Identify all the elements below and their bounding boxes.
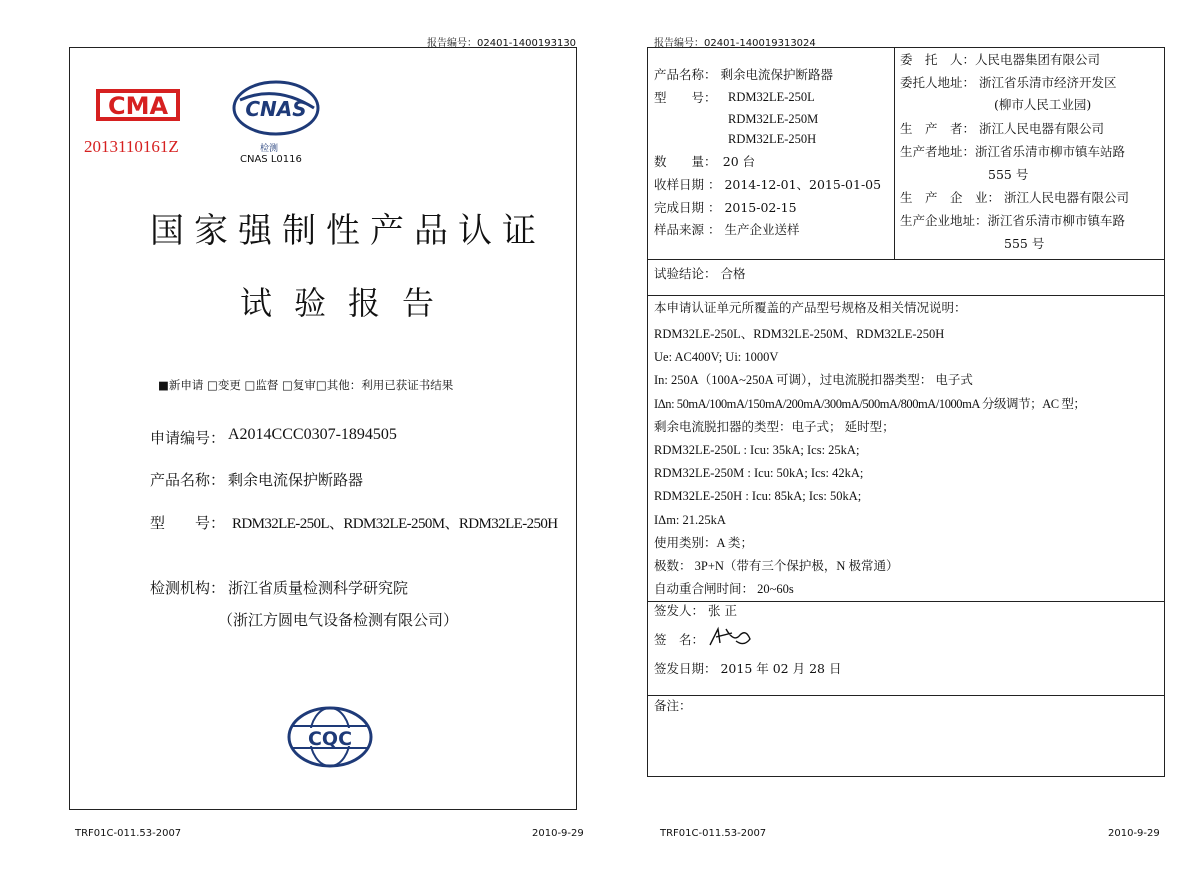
issue-date: 签发日期： 2015 年 02 月 28 日 <box>654 661 842 676</box>
scope-lines <box>654 323 1085 601</box>
scope-line: RDM32LE-250H : Icu: 85kA; Ics: 50kA; <box>654 489 862 504</box>
cover-subtitle: 试验报告 <box>240 284 457 322</box>
right-footer-code: TRF01C-011.53-2007 <box>660 828 767 839</box>
lab-value: 浙江省质量检测科学研究院 <box>228 579 409 597</box>
cma-logo-text: CMA <box>107 92 169 120</box>
test-conclusion: 试验结论： 合格 <box>654 266 746 281</box>
scope-line: RDM32LE-250L : Icu: 35kA; Ics: 25kA; <box>654 443 860 458</box>
scope-line: 自动重合闸时间： 20~60s <box>654 582 794 597</box>
product-name-value: 剩余电流保护断路器 <box>228 471 364 489</box>
model-value: RDM32LE-250L、RDM32LE-250M、RDM32LE-250H <box>232 516 558 532</box>
producer-address-2: 555 号 <box>988 167 1029 182</box>
scope-line: 剩余电流脱扣器的类型：电子式； 延时型； <box>654 419 895 434</box>
cnas-code: CNAS L0116 <box>240 154 302 165</box>
scope-line: RDM32LE-250M : Icu: 50kA; Ics: 42kA; <box>654 466 864 481</box>
application-type-checkboxes: ■新申请 □变更 □监督 □复审□其他：利用已获证书结果 <box>158 378 454 392</box>
producer-address-1: 生产者地址：浙江省乐清市柳市镇车站路 <box>900 144 1126 159</box>
application-number-value: A2014CCC0307-1894505 <box>228 426 397 443</box>
scope-line: 极数： 3P+N（带有三个保护极，N 极常通） <box>654 559 899 574</box>
top-block-divider <box>894 48 895 259</box>
left-report-number: 报告编号：02401-1400193130 <box>427 38 577 49</box>
cqc-logo-text: CQC <box>307 728 353 750</box>
cma-logo <box>96 88 180 122</box>
scope-line: RDM32LE-250L、RDM32LE-250M、RDM32LE-250H <box>654 327 945 341</box>
remarks: 备注： <box>654 698 692 713</box>
scope-line: IΔn: 50mA/100mA/150mA/200mA/300mA/500mA/800mA/1000mA 分级调节；AC 型； <box>654 396 1086 411</box>
signature-label: 签 名： <box>654 632 705 647</box>
cma-number: 2013110161Z <box>84 137 179 156</box>
lab-label: 检测机构： <box>150 579 226 597</box>
cqc-logo <box>286 706 374 768</box>
model-2: RDM32LE-250M <box>728 112 819 126</box>
cover-title: 国家强制性产品认证 <box>150 211 546 251</box>
model-1: RDM32LE-250L <box>728 90 815 104</box>
factory: 生 产 企 业： 浙江人民电器有限公司 <box>900 190 1129 205</box>
model-3: RDM32LE-250H <box>728 132 817 146</box>
client-address-2: (柳市人民工业园) <box>994 97 1092 112</box>
right-footer-date: 2010-9-29 <box>1108 828 1160 839</box>
model-label: 型 号： <box>150 514 226 532</box>
sample-source: 样品来源 ： 生产企业送样 <box>654 222 800 237</box>
report-table <box>647 47 1165 777</box>
producer: 生 产 者： 浙江人民电器有限公司 <box>900 121 1104 136</box>
model-label-right: 型 号： <box>654 90 717 105</box>
scope-title: 本申请认证单元所覆盖的产品型号规格及相关情况说明： <box>654 300 967 315</box>
complete-date: 完成日期 ： 2015-02-15 <box>654 200 797 215</box>
scope-line: In: 250A（100A~250A 可调），过电流脱扣器类型： 电子式 <box>654 373 973 388</box>
left-footer-date: 2010-9-29 <box>532 828 584 839</box>
sample-date: 收样日期 ： 2014-12-01、2015-01-05 <box>654 177 882 192</box>
scope-line: Ue: AC400V; Ui: 1000V <box>654 350 779 365</box>
application-number-label: 申请编号： <box>150 429 226 447</box>
scope-line: 使用类别：A 类； <box>654 535 753 550</box>
scope-line: IΔm: 21.25kA <box>654 512 726 527</box>
client: 委 托 人：人民电器集团有限公司 <box>900 52 1101 67</box>
product-name: 产品名称： 剩余电流保护断路器 <box>654 67 833 82</box>
rule-after-info <box>648 259 1164 260</box>
factory-address-2: 555 号 <box>1004 236 1045 251</box>
handwritten-signature <box>706 625 756 651</box>
factory-address-1: 生产企业地址：浙江省乐清市柳市镇车路 <box>900 213 1126 228</box>
product-name-label: 产品名称： <box>150 471 226 489</box>
rule-after-signature <box>648 695 1164 696</box>
issuer: 签发人： 张 正 <box>654 603 737 618</box>
quantity: 数 量： 20 台 <box>654 154 756 169</box>
cnas-logo-text: CNAS <box>245 97 307 121</box>
lab-subname: （浙江方圆电气设备检测有限公司） <box>218 611 459 629</box>
client-address-1: 委托人地址： 浙江省乐清市经济开发区 <box>900 75 1117 90</box>
right-report-number: 报告编号：02401-140019313024 <box>654 38 816 49</box>
cnas-sub-label: 检测 <box>260 144 279 154</box>
left-footer-code: TRF01C-011.53-2007 <box>75 828 182 839</box>
